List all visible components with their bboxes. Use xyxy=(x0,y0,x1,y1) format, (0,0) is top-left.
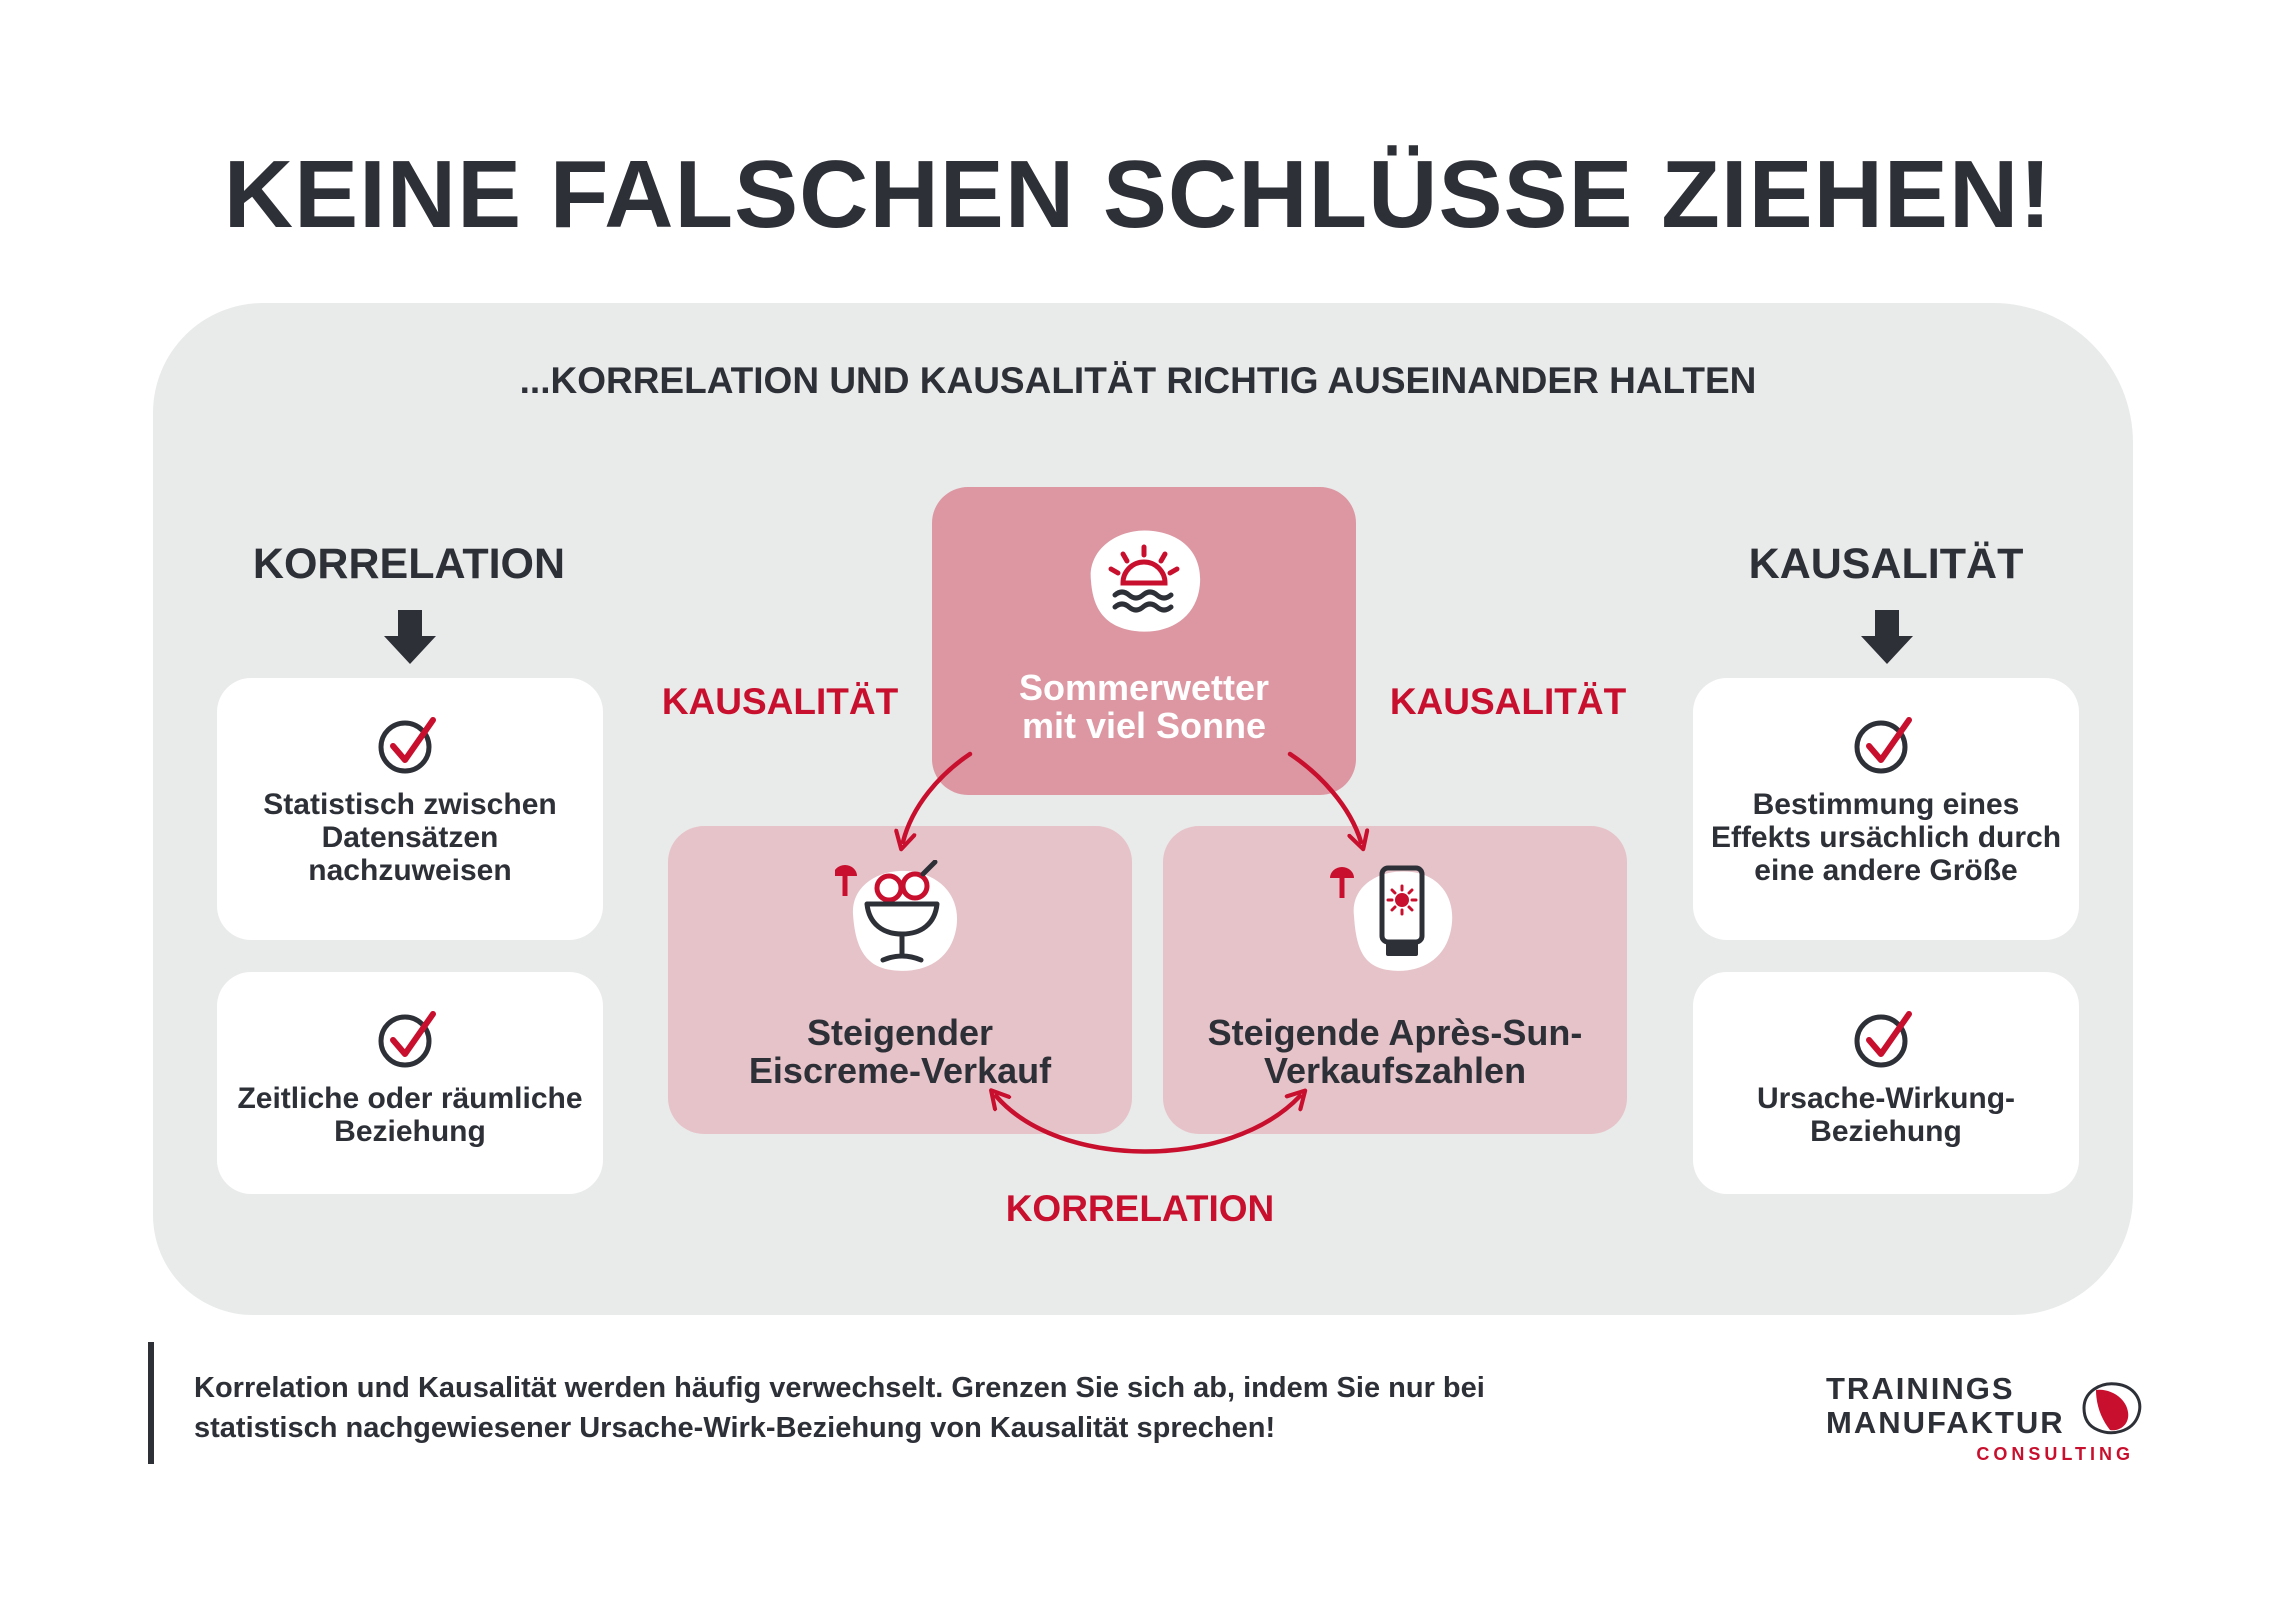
footer-note: Korrelation und Kausalität werden häufig verwechselt. Grenzen Sie sich ab, indem Sie nur bei statistisch nachgewiesener Ursache-Wirk-Beziehung von Kausalität sprechen! xyxy=(194,1372,1485,1444)
causality-label-left: KAUSALITÄT xyxy=(661,681,899,722)
logo-mark-icon xyxy=(2076,1378,2146,1438)
sun-over-water-icon xyxy=(1079,521,1209,639)
logo-line2: MANUFAKTUR xyxy=(1826,1405,2065,1440)
effect-label xyxy=(1208,1014,1583,1090)
cause-box-summer-weather xyxy=(932,487,1356,795)
effect-label xyxy=(749,1014,1051,1090)
cause-label xyxy=(1019,669,1269,745)
footer-accent-bar xyxy=(148,1342,154,1464)
checkmark-icon xyxy=(375,714,445,776)
logo-line3: CONSULTING xyxy=(1976,1444,2134,1464)
ice-cream-sundae-icon xyxy=(835,860,965,978)
effect-box-ice-cream xyxy=(668,826,1132,1134)
panel-subtitle: ...KORRELATION UND KAUSALITÄT RICHTIG AUSEINANDER HALTEN xyxy=(519,360,1757,401)
card-text: Ursache-Wirkung-Beziehung xyxy=(1756,1082,2016,1148)
effect-label-line1: Steigender xyxy=(806,1012,994,1053)
sun-lotion-icon xyxy=(1330,860,1460,978)
cause-label-line2: mit viel Sonne xyxy=(1021,705,1267,746)
effect-label-line1: Steigende Après-Sun- xyxy=(1207,1012,1583,1053)
checkmark-icon xyxy=(375,1008,445,1070)
page-title: KEINE FALSCHEN SCHLÜSSE ZIEHEN! xyxy=(223,141,2053,248)
effect-label-line2: Verkaufszahlen xyxy=(1263,1050,1527,1091)
card-text: Zeitliche oder räumliche Beziehung xyxy=(237,1082,583,1148)
cause-label-line1: Sommerwetter xyxy=(1018,667,1270,708)
card-text: Bestimmung eines Effekts ursächlich durch eine andere Größe xyxy=(1710,788,2062,887)
korrelation-heading: KORRELATION xyxy=(252,540,566,588)
causality-label-right: KAUSALITÄT xyxy=(1389,681,1627,722)
down-arrow-icon xyxy=(380,608,440,668)
correlation-label: KORRELATION xyxy=(1005,1188,1275,1229)
korrelation-card-2 xyxy=(217,972,603,1194)
down-arrow-icon xyxy=(1857,608,1917,668)
kausalitaet-heading: KAUSALITÄT xyxy=(1748,540,2024,588)
card-text: Statistisch zwischen Datensätzen nachzuweisen xyxy=(263,788,557,887)
kausalitaet-card-2 xyxy=(1693,972,2079,1194)
effect-box-after-sun xyxy=(1163,826,1627,1134)
checkmark-icon xyxy=(1851,714,1921,776)
kausalitaet-card-1 xyxy=(1693,678,2079,940)
checkmark-icon xyxy=(1851,1008,1921,1070)
effect-label-line2: Eiscreme-Verkauf xyxy=(748,1050,1052,1091)
company-logo xyxy=(1826,1372,2146,1472)
korrelation-card-1 xyxy=(217,678,603,940)
logo-line1: TRAININGS xyxy=(1826,1371,2015,1406)
